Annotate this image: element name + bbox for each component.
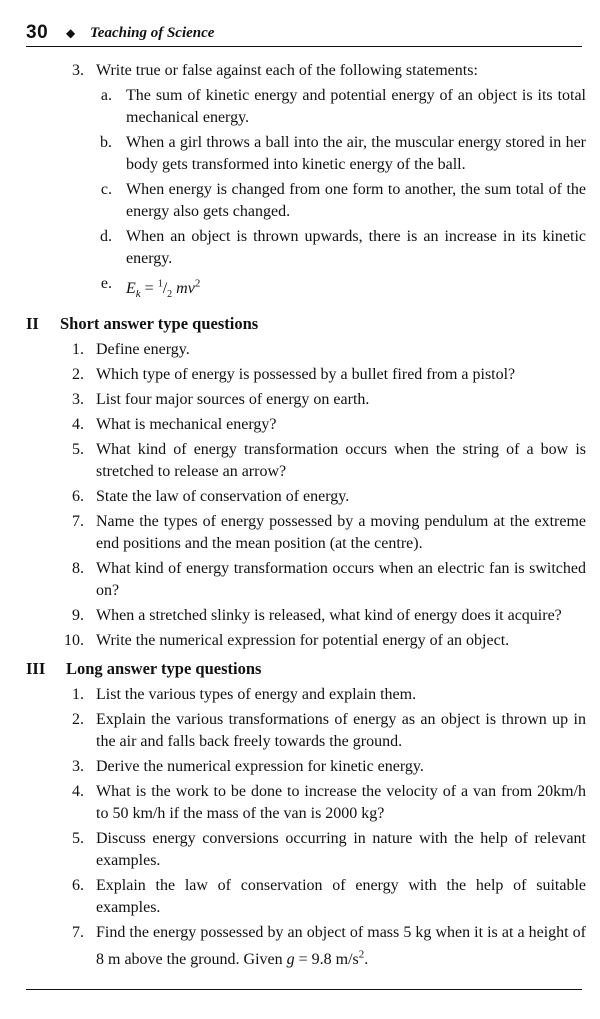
question-number: 8. <box>72 559 84 577</box>
question-text: What kind of energy transformation occurs when the string of a bow is stretched to release an arrow? <box>96 440 586 480</box>
question-number: 3. <box>72 62 84 79</box>
list-item <box>0 828 600 872</box>
question-text: Explain the various transformations of energy as an object is thrown up in the air and falls back freely towards the ground. <box>96 710 586 750</box>
list-item <box>0 414 600 436</box>
question-text: Which type of energy is possessed by a bullet fired from a pistol? <box>96 365 516 383</box>
question-text-before: Find the energy possessed by an object of mass 5 kg when it is at a height of 8 m above the ground. Given <box>96 923 586 968</box>
section-numeral: III <box>26 658 46 678</box>
list-item <box>0 709 600 753</box>
formula-equals: = <box>144 280 154 298</box>
kinetic-energy-formula <box>126 278 201 301</box>
question-text: State the law of conservation of energy. <box>96 487 350 505</box>
bottom-rule <box>26 989 582 990</box>
question-number: 4. <box>72 415 84 433</box>
statement-text: When energy is changed from one form to another, the sum total of the energy also gets changed. <box>126 181 586 220</box>
statement-text: When a girl throws a ball into the air, the muscular energy stored in her body gets transformed into kinetic energy of the ball. <box>126 134 586 173</box>
question-number: 3. <box>72 390 84 408</box>
statement-label: d. <box>100 228 112 245</box>
question-text: Define energy. <box>96 340 190 358</box>
formula-lhs: E <box>126 280 136 298</box>
question-number: 5. <box>72 440 84 458</box>
question-text: List the various types of energy and explain them. <box>96 685 417 703</box>
question-text: Derive the numerical expression for kinetic energy. <box>96 757 424 775</box>
question-number: 1. <box>72 340 84 358</box>
question-text: When a stretched slinky is released, what kind of energy does it acquire? <box>96 606 562 624</box>
statement-e <box>0 273 600 307</box>
question-text: What kind of energy transformation occurs when an electric fan is switched on? <box>96 559 586 599</box>
gravity-value: = 9.8 m/s <box>294 950 359 968</box>
question-text: What is mechanical energy? <box>96 415 277 433</box>
statement-text: The sum of kinetic energy and potential energy of an object is its total mechanical energy. <box>126 87 586 126</box>
list-item <box>0 756 600 778</box>
gravity-variable: g <box>286 950 295 968</box>
question-text: Name the types of energy possessed by a moving pendulum at the extreme end positions and the mean position (at the centre). <box>96 512 586 552</box>
question-number: 6. <box>72 487 84 505</box>
list-item <box>0 875 600 919</box>
section-numeral: II <box>26 313 39 333</box>
question-number: 6. <box>72 876 84 894</box>
question-text <box>96 924 586 968</box>
question-text: What is the work to be done to increase the velocity of a van from 20km/h to 50 km/h if the mass of the van is 2000 kg? <box>96 782 586 822</box>
statement-a <box>0 85 600 129</box>
statement-label: a. <box>100 87 112 104</box>
section-heading <box>0 658 600 680</box>
question-number: 2. <box>72 365 84 383</box>
formula-rhs: mv <box>176 280 195 298</box>
question-text: Write the numerical expression for potential energy of an object. <box>96 631 510 649</box>
list-item <box>0 439 600 483</box>
list-item <box>0 389 600 411</box>
list-item <box>0 364 600 386</box>
question-text: List four major sources of energy on earth. <box>96 390 370 408</box>
list-item <box>0 339 600 361</box>
fraction-denominator: 2 <box>167 289 173 301</box>
section-heading <box>0 313 600 335</box>
list-item <box>0 511 600 555</box>
question-text: Discuss energy conversions occurring in nature with the help of relevant examples. <box>96 829 586 869</box>
question-3 <box>0 60 600 82</box>
statement-label: e. <box>100 275 112 292</box>
page-header <box>26 20 582 47</box>
list-item <box>0 605 600 627</box>
statement-d <box>0 226 600 270</box>
fraction-numerator: 1 <box>157 279 163 290</box>
page-number: 30 <box>26 22 49 43</box>
formula-superscript: 2 <box>194 278 201 290</box>
list-item <box>0 486 600 508</box>
statement-label: b. <box>100 134 112 151</box>
question-number: 1. <box>72 685 84 703</box>
book-title: Teaching of Science <box>90 25 215 41</box>
section-title: Short answer type questions <box>60 313 259 333</box>
question-number: 9. <box>72 606 84 624</box>
list-item <box>0 558 600 602</box>
formula-subscript: k <box>135 288 141 301</box>
statement-text: When an object is thrown upwards, there is an increase in its kinetic energy. <box>126 228 586 267</box>
list-item <box>0 922 600 971</box>
question-number: 7. <box>72 923 84 941</box>
list-item <box>0 630 600 652</box>
statement-c <box>0 179 600 223</box>
unit-superscript: 2 <box>358 948 365 961</box>
statement-b <box>0 132 600 176</box>
sentence-end: . <box>364 950 369 968</box>
question-number: 5. <box>72 829 84 847</box>
statement-label: c. <box>100 181 112 198</box>
list-item <box>0 781 600 825</box>
question-number: 2. <box>72 710 84 728</box>
section-title: Long answer type questions <box>66 658 262 678</box>
question-number: 7. <box>72 512 84 530</box>
diamond-icon: ◆ <box>66 26 76 40</box>
page-content <box>0 60 600 974</box>
formula-fraction: $^1/_2$ <box>157 279 173 301</box>
question-number: 4. <box>72 782 84 800</box>
question-text: Write true or false against each of the following statements: <box>96 62 478 79</box>
question-number: 3. <box>72 757 84 775</box>
list-item <box>0 684 600 706</box>
question-text: Explain the law of conservation of energy with the help of suitable examples. <box>96 876 586 916</box>
question-number: 10. <box>64 631 84 649</box>
